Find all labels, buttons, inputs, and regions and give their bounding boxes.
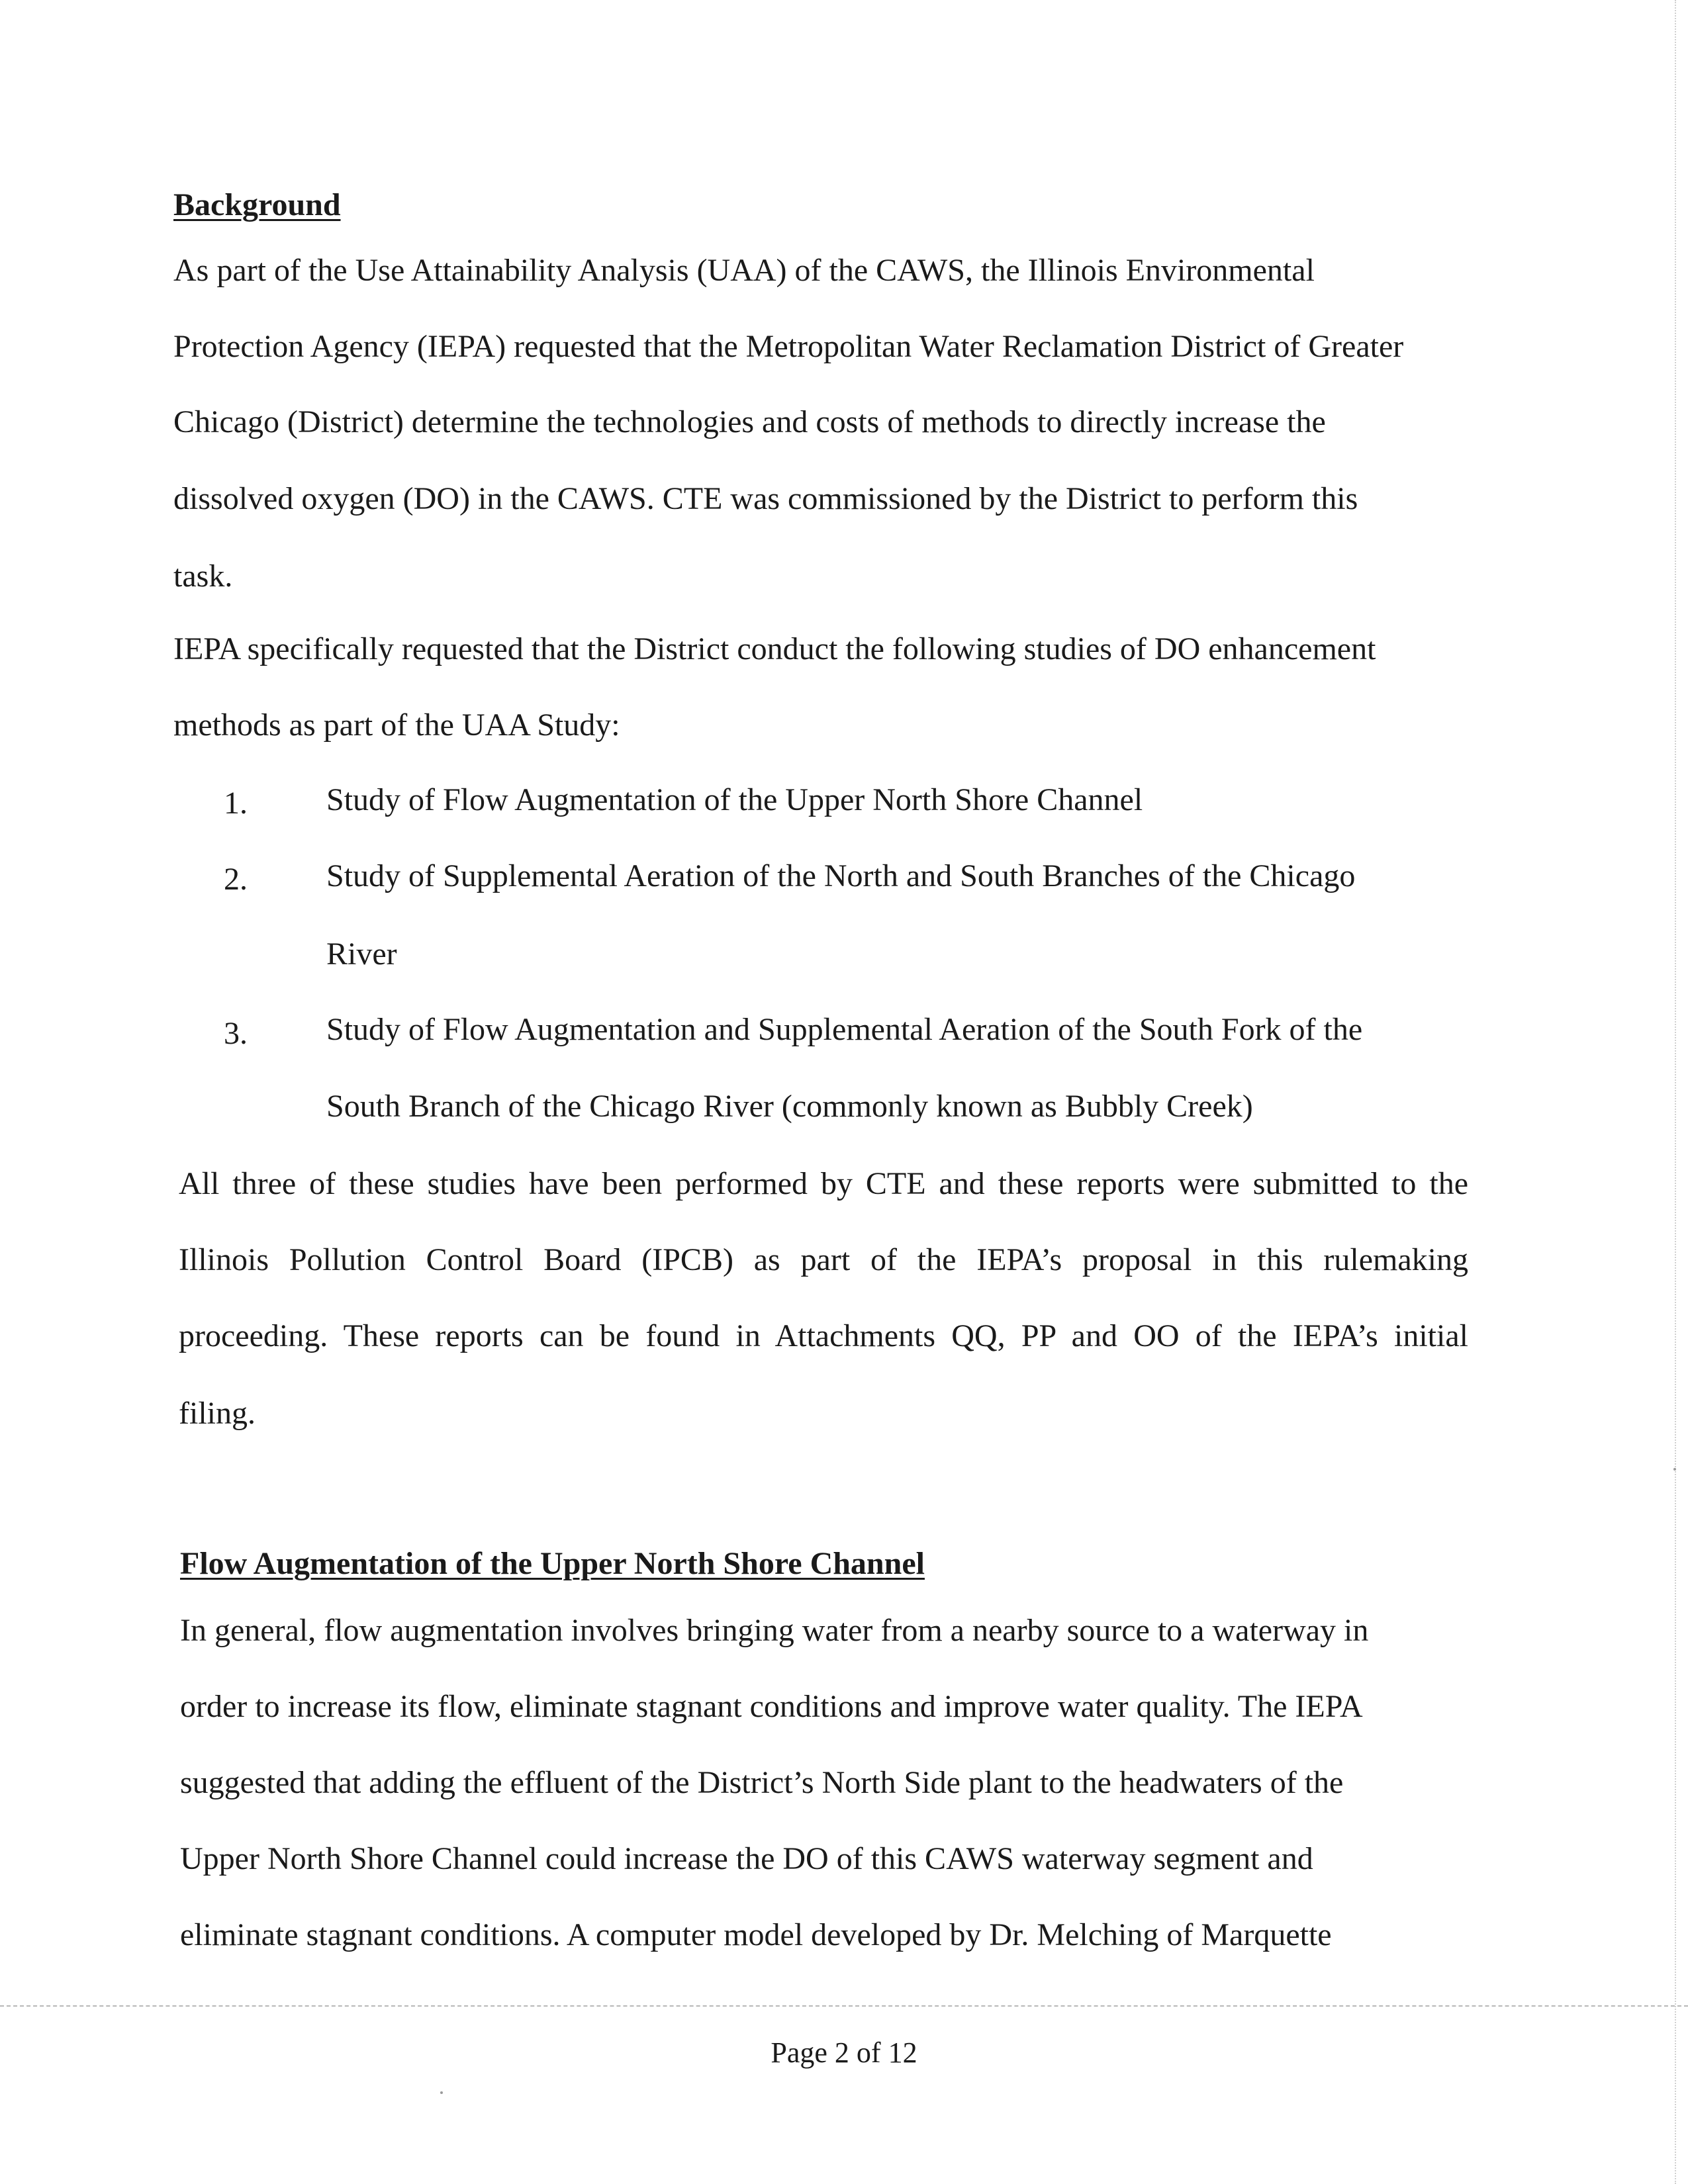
paragraph-line: eliminate stagnant conditions. A computer model developed by Dr. Melching of Marquette	[180, 1917, 1332, 1952]
paragraph-line: Protection Agency (IEPA) requested that the Metropolitan Water Reclamation District of Greater	[173, 329, 1404, 364]
paragraph-line: All three of these studies have been performed by CTE and these reports were submitted to the	[179, 1166, 1468, 1201]
list-item-number: 1.	[224, 786, 248, 821]
paragraph-line: In general, flow augmentation involves bringing water from a nearby source to a waterway in	[180, 1613, 1369, 1648]
paragraph-line: filing.	[179, 1396, 256, 1431]
scan-divider-line	[0, 2005, 1688, 2007]
paragraph-line: task.	[173, 559, 233, 594]
paragraph-line: IEPA specifically requested that the District conduct the following studies of DO enhancement	[173, 631, 1376, 666]
scan-speck	[440, 2091, 443, 2094]
list-item-text: Study of Flow Augmentation and Supplemental Aeration of the South Fork of the	[326, 1012, 1363, 1047]
paragraph-line: Chicago (District) determine the technologies and costs of methods to directly increase the	[173, 404, 1326, 439]
list-item-text: South Branch of the Chicago River (commonly known as Bubbly Creek)	[326, 1089, 1253, 1124]
paragraph-line: methods as part of the UAA Study:	[173, 707, 620, 743]
paragraph-line: As part of the Use Attainability Analysis (UAA) of the CAWS, the Illinois Environmental	[173, 253, 1315, 288]
paragraph-line: order to increase its flow, eliminate stagnant conditions and improve water quality. The IEPA	[180, 1689, 1363, 1724]
scan-speck	[1673, 1468, 1676, 1471]
list-item-number: 2.	[224, 862, 248, 897]
page-number: Page 2 of 12	[771, 2036, 917, 2069]
paragraph-line: Illinois Pollution Control Board (IPCB) as part of the IEPA’s proposal in this rulemaking	[179, 1242, 1468, 1277]
list-item-text: River	[326, 936, 397, 972]
section-heading-flow-augmentation: Flow Augmentation of the Upper North Shore Channel	[180, 1546, 925, 1581]
scan-edge-line	[1675, 0, 1676, 2184]
paragraph-line: proceeding. These reports can be found in Attachments QQ, PP and OO of the IEPA’s initial	[179, 1318, 1468, 1353]
list-item-text: Study of Supplemental Aeration of the North and South Branches of the Chicago	[326, 858, 1356, 893]
list-item-text: Study of Flow Augmentation of the Upper North Shore Channel	[326, 782, 1143, 817]
list-item-number: 3.	[224, 1016, 248, 1051]
paragraph-line: Upper North Shore Channel could increase the DO of this CAWS waterway segment and	[180, 1841, 1313, 1876]
paragraph-line: suggested that adding the effluent of the District’s North Side plant to the headwaters of the	[180, 1765, 1344, 1800]
section-heading-background: Background	[173, 187, 341, 222]
paragraph-line: dissolved oxygen (DO) in the CAWS. CTE was commissioned by the District to perform this	[173, 481, 1358, 516]
